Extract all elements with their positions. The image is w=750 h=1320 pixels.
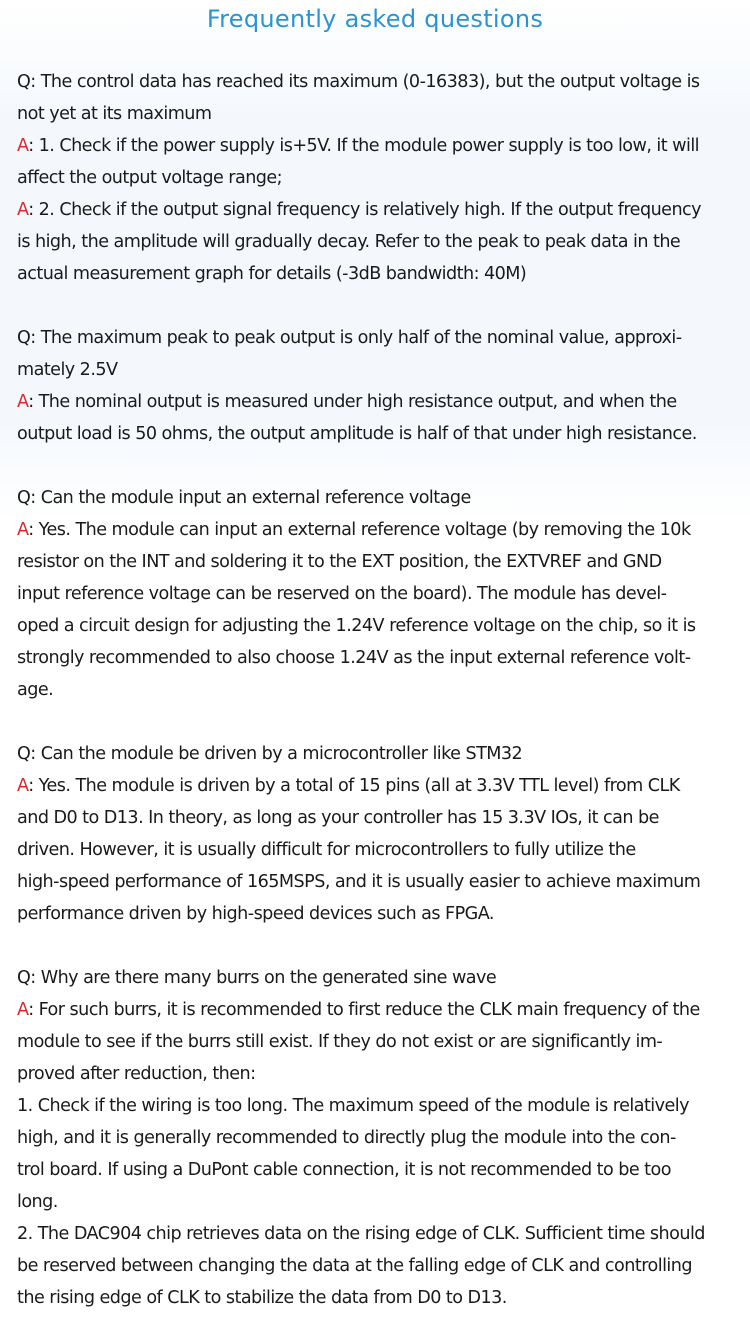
answer-label: A (17, 1000, 29, 1020)
faq-item-microcontroller (17, 738, 733, 930)
answer-line: oped a circuit design for adjusting the 1.24V reference voltage on the chip, so it is (17, 616, 696, 636)
answer-line: proved after reduction, then: (17, 1064, 256, 1084)
answer-line (17, 994, 733, 1026)
answer-line: output load is 50 ohms, the output amplitude is half of that under high resistance. (17, 424, 697, 444)
answer-label: A (17, 136, 29, 156)
tip-line: 2. The DAC904 chip retrieves data on the rising edge of CLK. Sufficient time should (17, 1224, 705, 1244)
answer-line: performance driven by high-speed devices such as FPGA. (17, 904, 494, 924)
answer-line: driven. However, it is usually difficult for microcontrollers to fully utilize the (17, 840, 636, 860)
tip-line: the rising edge of CLK to stabilize the data from D0 to D13. (17, 1288, 507, 1308)
question-line: Q: Can the module input an external reference voltage (17, 488, 471, 508)
answer-label: A (17, 520, 29, 540)
tip-line: be reserved between changing the data at the falling edge of CLK and controlling (17, 1256, 692, 1276)
answer-line: strongly recommended to also choose 1.24V as the input external reference volt- (17, 648, 691, 668)
answer-line: affect the output voltage range; (17, 168, 283, 188)
faq-item-reference-voltage (17, 482, 733, 706)
answer-text: : 1. Check if the power supply is+5V. If the module power supply is too low, it will (28, 136, 700, 156)
tip-line: 1. Check if the wiring is too long. The maximum speed of the module is relatively (17, 1096, 689, 1116)
question-line: Q: Why are there many burrs on the generated sine wave (17, 968, 497, 988)
answer-line (17, 770, 733, 802)
question-line: Q: The control data has reached its maximum (0-16383), but the output voltage is (17, 72, 700, 92)
answer-text: : 2. Check if the output signal frequency is relatively high. If the output frequency (28, 200, 702, 220)
answer-line (17, 386, 733, 418)
page-title: Frequently asked questions (206, 5, 544, 33)
answer-line: actual measurement graph for details (-3dB bandwidth: 40M) (17, 264, 527, 284)
answer-label: A (17, 200, 29, 220)
answer-line: resistor on the INT and soldering it to the EXT position, the EXTVREF and GND (17, 552, 662, 572)
answer-line: module to see if the burrs still exist. If they do not exist or are significantly im- (17, 1032, 663, 1052)
answer-line (17, 194, 733, 226)
tip-line: long. (17, 1192, 58, 1212)
question-line: not yet at its maximum (17, 104, 212, 124)
tip-line: trol board. If using a DuPont cable connection, it is not recommended to be too (17, 1160, 671, 1180)
answer-line (17, 130, 733, 162)
question-line: Q: The maximum peak to peak output is only half of the nominal value, approxi- (17, 328, 682, 348)
question-line: Q: Can the module be driven by a microcontroller like STM32 (17, 744, 523, 764)
answer-label: A (17, 776, 29, 796)
question-line: mately 2.5V (17, 360, 118, 380)
answer-line: is high, the amplitude will gradually decay. Refer to the peak to peak data in the (17, 232, 681, 252)
faq-item-power (17, 66, 733, 290)
answer-text: : Yes. The module can input an external reference voltage (by removing the 10k (28, 520, 691, 540)
faq-item-sine-burrs (17, 962, 733, 1314)
answer-line: and D0 to D13. In theory, as long as your controller has 15 3.3V IOs, it can be (17, 808, 659, 828)
tip-line: high, and it is generally recommended to directly plug the module into the con- (17, 1128, 676, 1148)
faq-item-peak-to-peak (17, 322, 733, 450)
answer-text: : The nominal output is measured under high resistance output, and when the (28, 392, 677, 412)
answer-line: age. (17, 680, 54, 700)
answer-text: : Yes. The module is driven by a total of 15 pins (all at 3.3V TTL level) from CLK (28, 776, 680, 796)
answer-line (17, 514, 733, 546)
answer-line: input reference voltage can be reserved on the board). The module has devel- (17, 584, 667, 604)
answer-text: : For such burrs, it is recommended to first reduce the CLK main frequency of the (28, 1000, 700, 1020)
answer-line: high-speed performance of 165MSPS, and it is usually easier to achieve maximum (17, 872, 701, 892)
answer-label: A (17, 392, 29, 412)
